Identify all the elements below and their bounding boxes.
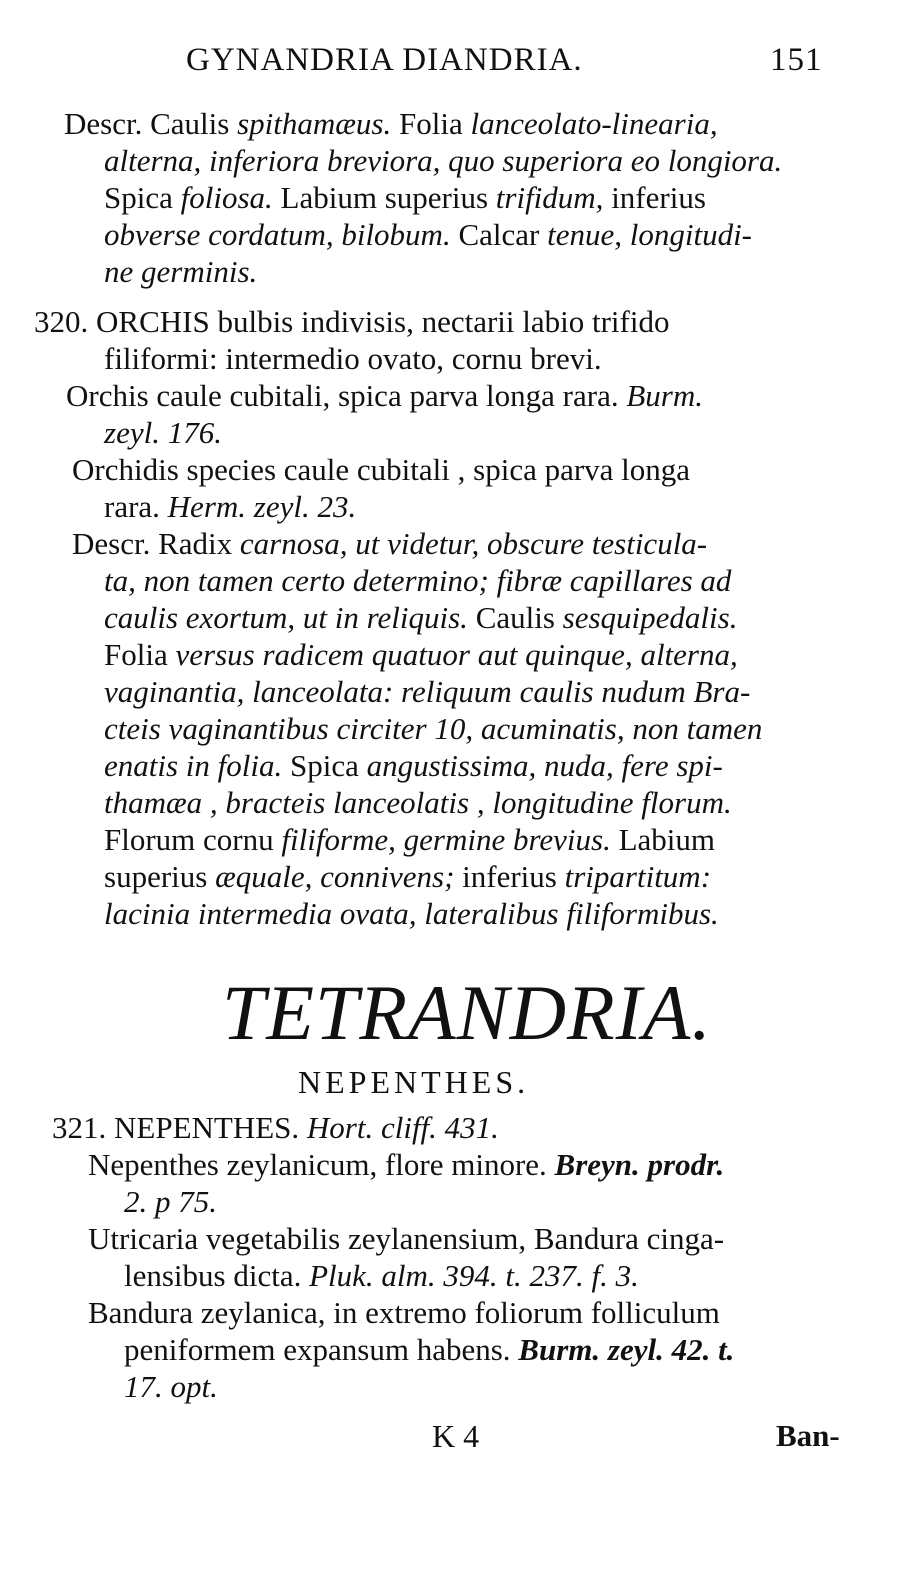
synonym-321-3-ref: peniformem expansum habens. Burm. zeyl. 42. t. (124, 1332, 735, 1367)
synonym-321-3: Bandura zeylanica, in extremo foliorum folliculum (88, 1295, 720, 1330)
entry-number: 321. (52, 1110, 107, 1145)
descr-320-line-11: lacinia intermedia ovata, lateralibus filiformibus. (104, 896, 719, 931)
catchword: Ban- (776, 1418, 840, 1453)
page-number: 151 (770, 42, 823, 78)
descr-320-line-3: caulis exortum, ut in reliquis. Caulis sesquipedalis. (104, 600, 738, 635)
descr-320-line-2: ta, non tamen certo determino; fibræ capillares ad (104, 563, 732, 598)
descr-line-1: Descr. Caulis spithamæus. Folia lanceolato-linearia, (64, 106, 718, 141)
class-heading: TETRANDRIA. (222, 969, 712, 1056)
signature-mark: K 4 (432, 1418, 480, 1454)
descr-320-line-6: cteis vaginantibus circiter 10, acuminatis, non tamen (104, 711, 763, 746)
descr-320-line-5: vaginantia, lanceolata: reliquum caulis nudum Bra- (104, 674, 751, 709)
entry-321-head: 321. NEPENTHES. Hort. cliff. 431. (52, 1110, 499, 1145)
descr-line-4: obverse cordatum, bilobum. Calcar tenue, longitudi- (104, 217, 752, 252)
synonym-1: Orchis caule cubitali, spica parva longa rara. Burm. (66, 378, 703, 413)
descr-320-line-10: superius æquale, connivens; inferius tripartitum: (104, 859, 712, 894)
genus-name: ORCHIS (88, 304, 210, 339)
descr-320-line-9: Florum cornu filiforme, germine brevius. Labium (104, 822, 716, 857)
synonym-321-2: Utricaria vegetabilis zeylanensium, Bandura cinga- (88, 1221, 725, 1256)
synonym-321-1: Nepenthes zeylanicum, flore minore. Breyn. prodr. (88, 1147, 725, 1182)
descr-320-line-8: thamæa , bracteis lanceolatis , longitudine florum. (104, 785, 732, 820)
descr-320-line-4: Folia versus radicem quatuor aut quinque, alterna, (104, 637, 738, 672)
synonym-321-1-ref: 2. p 75. (124, 1184, 217, 1219)
entry-number: 320. (34, 304, 89, 339)
descr-320-line-1: Descr. Radix carnosa, ut videtur, obscure testicula- (72, 526, 708, 561)
synonym-321-3-end: 17. opt. (124, 1369, 218, 1404)
descr-line-5: ne germinis. (104, 254, 258, 289)
descr-line-3: Spica foliosa. Labium superius trifidum, inferius (104, 180, 706, 215)
genus-name: NEPENTHES. (106, 1110, 300, 1145)
entry-320-head: 320. ORCHIS bulbis indivisis, nectarii labio trifido (34, 304, 670, 339)
synonym-2: Orchidis species caule cubitali , spica parva longa (72, 452, 691, 487)
entry-320-head-2: filiformi: intermedio ovato, cornu brevi. (104, 341, 602, 376)
synonym-2-ref: rara. Herm. zeyl. 23. (104, 489, 357, 524)
synonym-1-ref: zeyl. 176. (104, 415, 222, 450)
running-head: GYNANDRIA DIANDRIA. (186, 42, 583, 78)
descr-line-2: alterna, inferiora breviora, quo superiora eo longiora. (104, 143, 783, 178)
genus-heading: NEPENTHES. (298, 1064, 530, 1100)
synonym-321-2-ref: lensibus dicta. Pluk. alm. 394. t. 237. f. 3. (124, 1258, 639, 1293)
descr-320-line-7: enatis in folia. Spica angustissima, nuda, fere spi- (104, 748, 723, 783)
